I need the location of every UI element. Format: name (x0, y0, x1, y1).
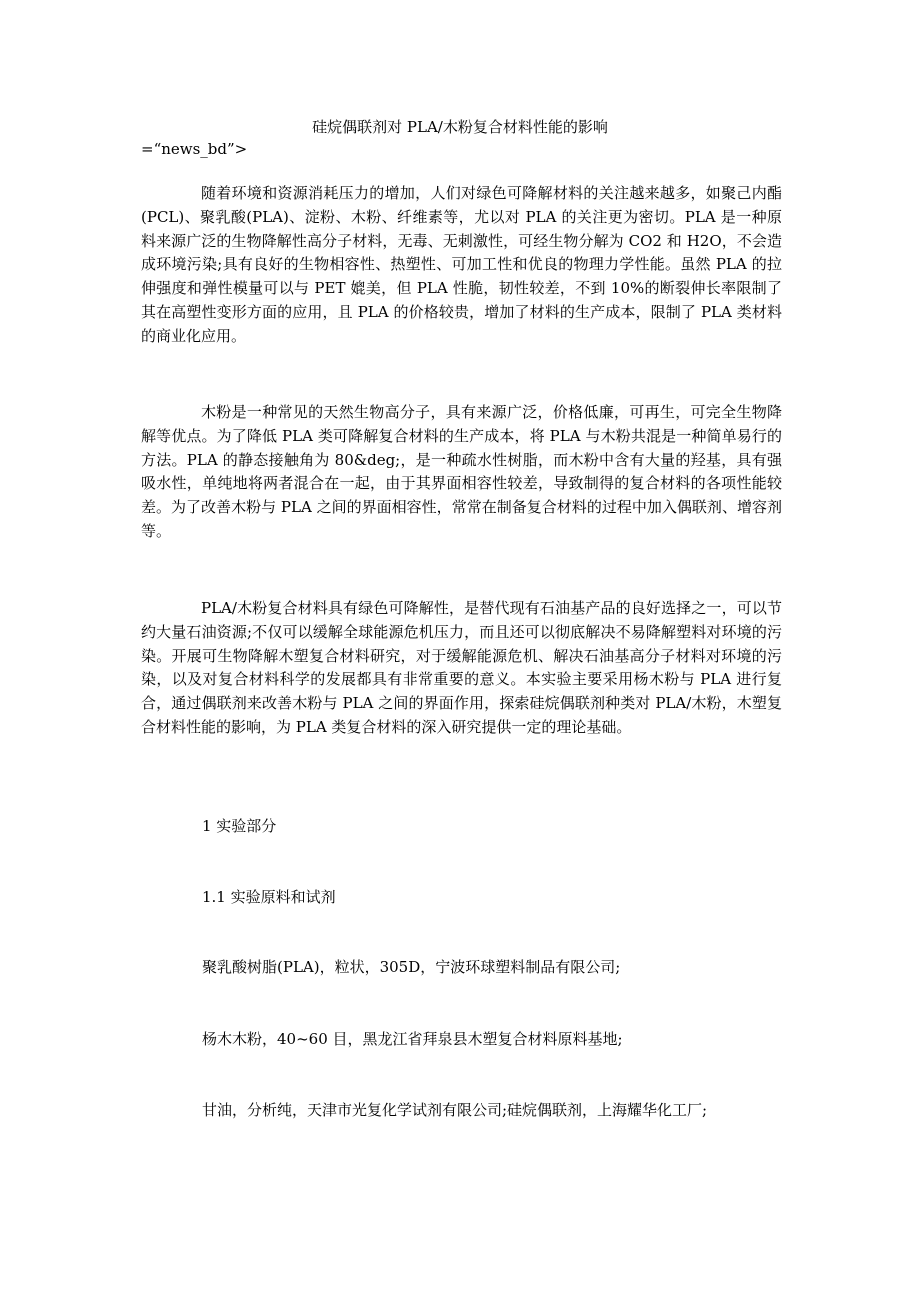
markup-fragment-text: =“news_bd”> (141, 140, 248, 158)
paragraph-wood-flour: 木粉是一种常见的天然生物高分子，具有来源广泛，价格低廉，可再生，可完全生物降解等优点。为了降低 PLA 类可降解复合材料的生产成本，将 PLA 与木粉共混是一种简单易行的方法。PLA 的静态接触角为 80&deg;，是一种疏水性树脂，而木粉中含有大量的羟基，具有强吸水性，单纯地将两者混合在一起，由于其界面相容性较差，导致制得的复合材料的各项性能较差。为了改善木粉与 PLA 之间的界面相容性，常常在制备复合材料的过程中加入偶联剂、增容剂等。 (141, 403, 782, 540)
material-item-pla: 聚乳酸树脂(PLA)，粒状，305D，宁波环球塑料制品有限公司; (202, 958, 621, 976)
section-heading: 1 实验部分 (202, 817, 277, 835)
material-item-glycerol-silane: 甘油，分析纯，天津市光复化学试剂有限公司;硅烷偶联剂，上海耀华化工厂; (202, 1101, 708, 1119)
paragraph-composite: PLA/木粉复合材料具有绿色可降解性，是替代现有石油基产品的良好选择之一，可以节约大量石油资源;不仅可以缓解全球能源危机压力，而且还可以彻底解决不易降解塑料对环境的污染。开展可生物降解木塑复合材料研究，对于缓解能源危机、解决石油基高分子材料对环境的污染，以及对复合材料科学的发展都具有非常重要的意义。本实验主要采用杨木粉与 PLA 进行复合，通过偶联剂来改善木粉与 PLA 之间的界面作用，探索硅烷偶联剂种类对 PLA/木粉，木塑复合材料性能的影响，为 PLA 类复合材料的深入研究提供一定的理论基础。 (141, 599, 782, 736)
material-item-wood-flour: 杨木木粉，40~60 目，黑龙江省拜泉县木塑复合材料原料基地; (202, 1030, 623, 1048)
document-title: 硅烷偶联剂对 PLA/木粉复合材料性能的影响 (312, 118, 608, 136)
paragraph-intro: 随着环境和资源消耗压力的增加，人们对绿色可降解材料的关注越来越多，如聚己内酯(PCL)、聚乳酸(PLA)、淀粉、木粉、纤维素等，尤以对 PLA 的关注更为密切。PLA 是一种原料来源广泛的生物降解性高分子材料，无毒、无刺激性，可经生物分解为 CO2 和 H2O，不会造成环境污染;具有良好的生物相容性、热塑性、可加工性和优良的物理力学性能。虽然 PLA 的拉伸强度和弹性模量可以与 PET 媲美，但 PLA 性脆，韧性较差，不到 10%的断裂伸长率限制了其在高塑性变形方面的应用，且 PLA 的价格较贵，增加了材料的生产成本，限制了 PLA 类材料的商业化应用。 (141, 184, 782, 345)
subsection-heading: 1.1 实验原料和试剂 (202, 888, 336, 906)
